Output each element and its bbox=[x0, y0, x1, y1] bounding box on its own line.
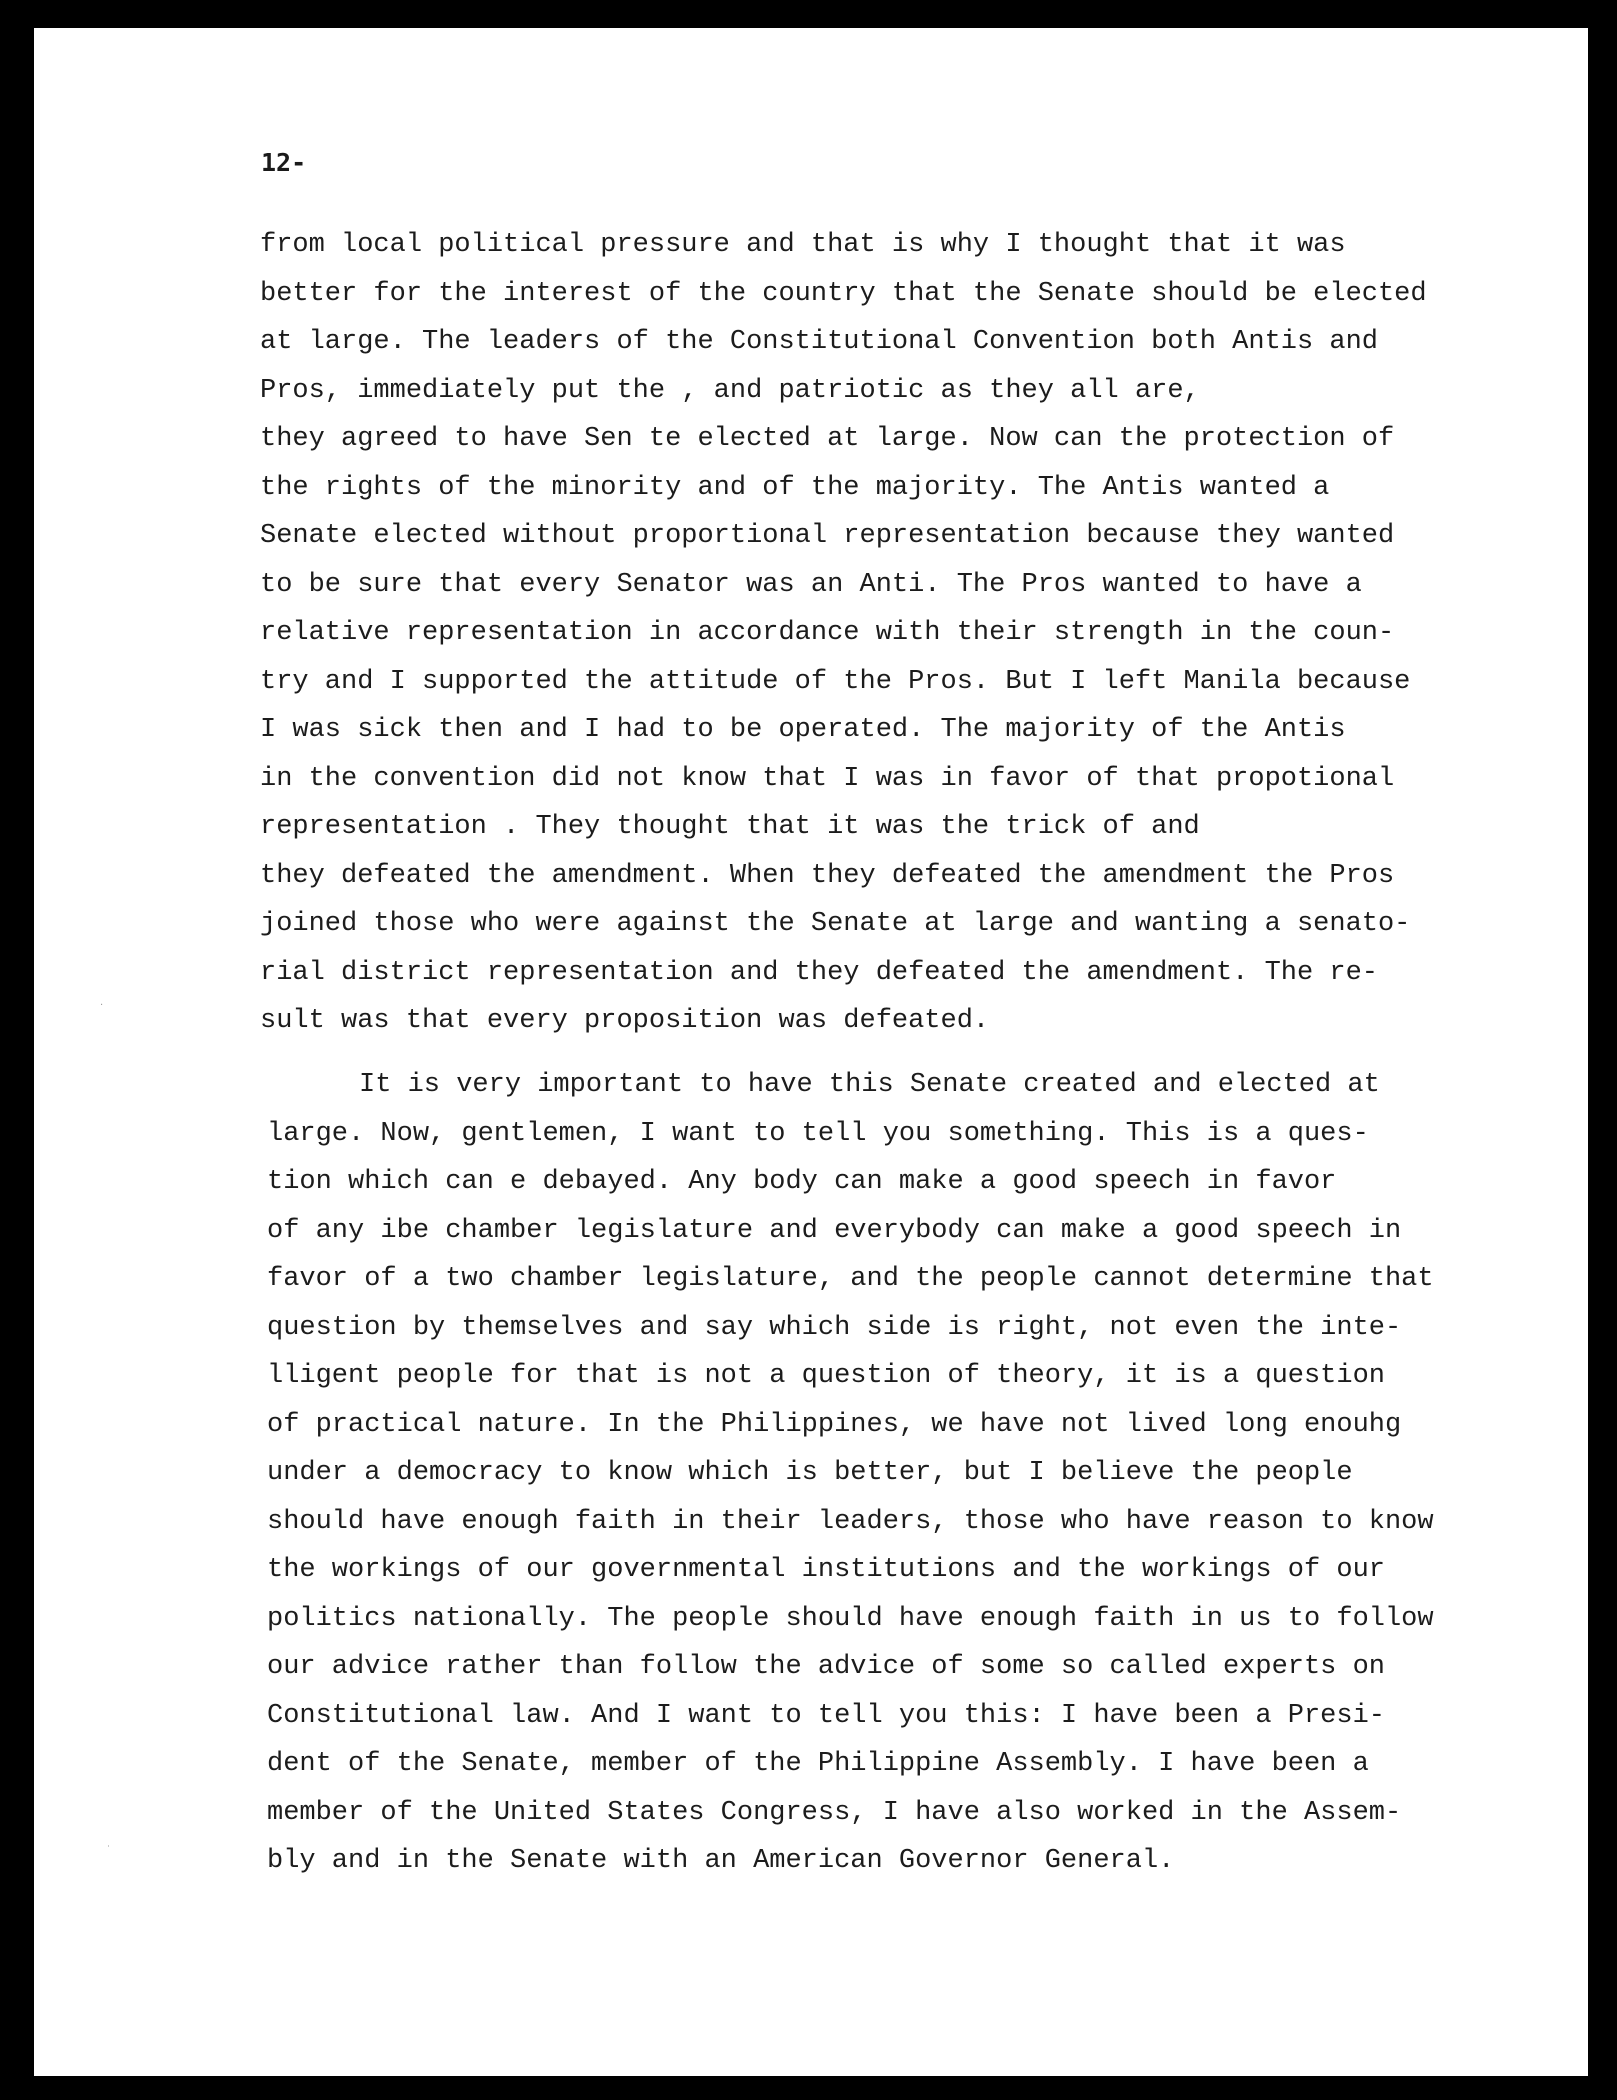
text-line: try and I supported the attitude of the Pros. But I left Manila because bbox=[260, 666, 1411, 697]
text-line: representation . They thought that it was the trick of and bbox=[260, 812, 1200, 842]
text-line: to be sure that every Senator was an Anti. The Pros wanted to have a bbox=[260, 569, 1362, 600]
paragraph-1 bbox=[260, 221, 1427, 1046]
text-line: rial district representation and they defeated the amendment. The re- bbox=[260, 957, 1378, 988]
text-line: politics nationally. The people should have enough faith in us to follow bbox=[267, 1603, 1434, 1634]
text-line: member of the United States Congress, I have also worked in the Assem- bbox=[267, 1797, 1402, 1828]
text-line: Constitutional law. And I want to tell you this: I have been a Presi- bbox=[267, 1700, 1385, 1731]
text-line: of practical nature. In the Philippines, we have not lived long enouhg bbox=[267, 1409, 1402, 1440]
text-line: the workings of our governmental institutions and the workings of our bbox=[267, 1555, 1385, 1585]
text-line: dent of the Senate, member of the Philippine Assembly. I have been a bbox=[267, 1749, 1369, 1779]
text-line: under a democracy to know which is better, but I believe the people bbox=[267, 1458, 1353, 1488]
text-line: large. Now, gentlemen, I want to tell you something. This is a ques- bbox=[267, 1118, 1369, 1149]
text-line: in the convention did not know that I was in favor of that propotional bbox=[260, 763, 1395, 794]
page-number: 12- bbox=[261, 148, 307, 177]
text-line: It is very important to have this Senate created and elected at bbox=[359, 1070, 1380, 1100]
text-line: bly and in the Senate with an American Governor General. bbox=[267, 1846, 1175, 1876]
text-line: tion which can e debayed. Any body can make a good speech in favor bbox=[267, 1167, 1337, 1197]
document-page bbox=[34, 28, 1588, 2076]
text-line: question by themselves and say which side is right, not even the inte- bbox=[267, 1312, 1402, 1343]
text-line: they defeated the amendment. When they defeated the amendment the Pros bbox=[260, 860, 1395, 891]
text-line: at large. The leaders of the Constitutional Convention both Antis and bbox=[260, 327, 1378, 357]
text-line: they agreed to have Sen te elected at large. Now can the protection of bbox=[260, 424, 1395, 454]
text-line: relative representation in accordance with their strength in the coun- bbox=[260, 618, 1395, 648]
text-line: lligent people for that is not a question of theory, it is a question bbox=[267, 1361, 1385, 1391]
text-line: Senate elected without proportional representation because they wanted bbox=[260, 521, 1395, 551]
text-line: favor of a two chamber legislature, and the people cannot determine that bbox=[267, 1264, 1434, 1294]
scan-speck: ˙ bbox=[106, 1845, 111, 1856]
text-line: of any ibe chamber legislature and everybody can make a good speech in bbox=[267, 1215, 1402, 1246]
text-line: joined those who were against the Senate at large and wanting a senato- bbox=[260, 909, 1411, 939]
text-line: sult was that every proposition was defeated. bbox=[260, 1006, 990, 1036]
text-line: I was sick then and I had to be operated. The majority of the Antis bbox=[260, 715, 1346, 745]
text-line: should have enough faith in their leaders, those who have reason to know bbox=[267, 1506, 1434, 1537]
text-line: from local political pressure and that is why I thought that it was bbox=[260, 230, 1346, 260]
text-line: Pros, immediately put the , and patriotic as they all are, bbox=[260, 375, 1200, 406]
paragraph-2 bbox=[267, 1061, 1434, 1886]
scan-speck: · bbox=[100, 1000, 104, 1011]
text-line: our advice rather than follow the advice of some so called experts on bbox=[267, 1652, 1385, 1682]
text-line: better for the interest of the country that the Senate should be elected bbox=[260, 278, 1427, 309]
text-line: the rights of the minority and of the majority. The Antis wanted a bbox=[260, 472, 1330, 503]
